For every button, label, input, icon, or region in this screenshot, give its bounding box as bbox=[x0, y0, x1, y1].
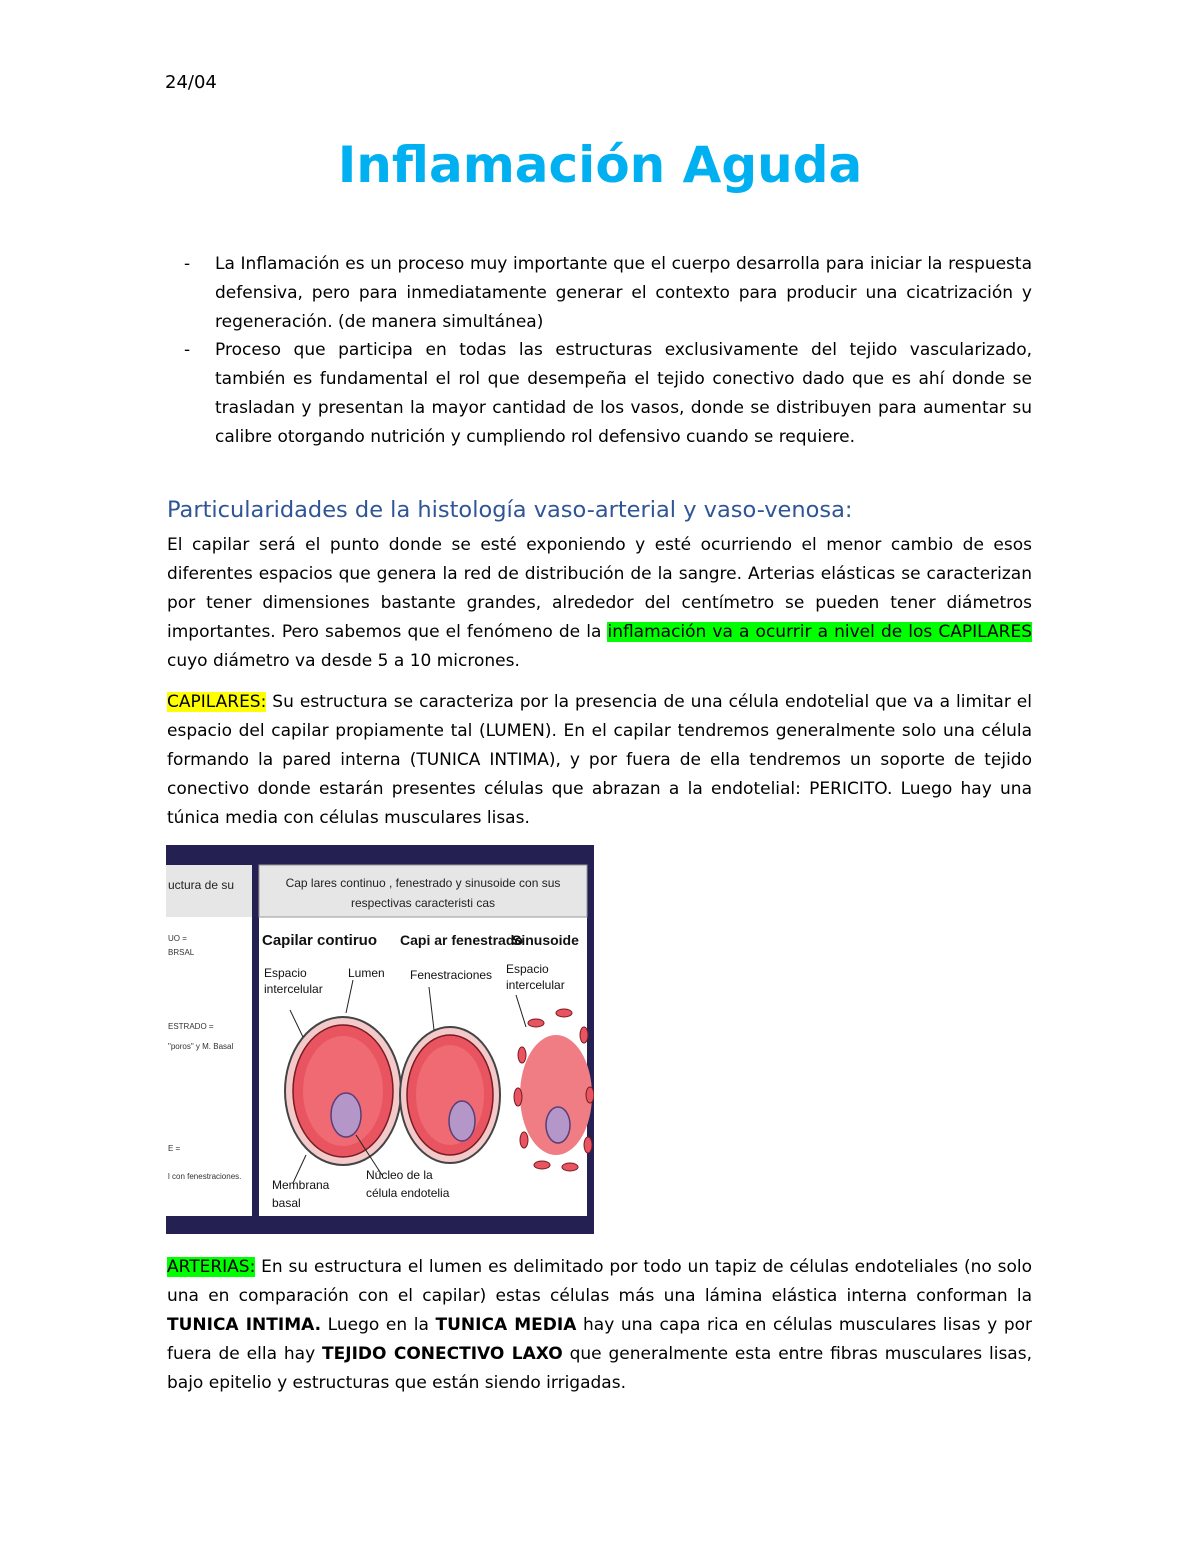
figure-header-line2: respectivas caracteristi cas bbox=[350, 896, 496, 910]
label-membrana: Membrana bbox=[272, 1178, 330, 1192]
label-sinusoide-espacio: Espacio bbox=[506, 962, 549, 976]
figure-header-line1: Cap lares continuo , fenestrado y sinusoide con sus bbox=[285, 876, 561, 890]
label-lumen: Lumen bbox=[348, 966, 385, 980]
label-nucleo: Núcleo de la bbox=[366, 1168, 433, 1182]
paragraph-text: En su estructura el lumen es delimitado por todo un tapiz de células endoteliales (no solo una en comparación con el capilar) estas células más una lámina elástica interna conforman la bbox=[167, 1257, 1032, 1306]
paragraph-text: que generalmente esta entre fibras musculares lisas, bajo epitelio y estructuras que están siendo irrigadas. bbox=[167, 1344, 1032, 1393]
left-label: UO = bbox=[168, 934, 187, 943]
bullet-text: Proceso que participa en todas las estructuras exclusivamente del tejido vascularizado, también es fundamental el rol que desempeña el tejido conectivo dado que es ahí donde se trasladan y presentan la mayor cantidad de los vasos, donde se distribuyen para aumentar su calibre otorgando nutrición y cumpliendo rol defensivo cuando se requiere. bbox=[215, 340, 1032, 447]
label-arterias: ARTERIAS: bbox=[167, 1257, 256, 1277]
label-capilares: CAPILARES: bbox=[167, 692, 267, 712]
left-label: BRSAL bbox=[168, 948, 195, 957]
bold-tunica-intima: TUNICA INTIMA. bbox=[167, 1315, 322, 1335]
bullet-list bbox=[0, 250, 1200, 452]
section-heading: Particularidades de la histología vaso-arterial y vaso-venosa: bbox=[167, 497, 853, 523]
paragraph-text: cuyo diámetro va desde 5 a 10 micrones. bbox=[167, 651, 520, 671]
left-label: E = bbox=[168, 1144, 181, 1153]
left-header: uctura de su bbox=[168, 878, 235, 892]
type-fenestrado: Capi ar fenestrado bbox=[400, 932, 523, 948]
bullet-marker: - bbox=[184, 254, 191, 274]
left-label: ESTRADO = bbox=[168, 1022, 214, 1031]
label-sinusoide-intercelular: intercelular bbox=[506, 978, 565, 992]
bold-tunica-media: TUNICA MEDIA bbox=[435, 1315, 577, 1335]
page-title: Inflamación Aguda bbox=[337, 136, 863, 194]
highlight-inflamacion: inflamación va a ocurrir a nivel de los CAPILARES bbox=[607, 622, 1032, 642]
bullet-item bbox=[0, 336, 1200, 451]
type-sinusoide: Sinusoide bbox=[512, 932, 579, 948]
label-celula-endotelial: célula endotelia bbox=[366, 1186, 450, 1200]
bullet-marker: - bbox=[184, 340, 191, 361]
bold-tejido-conectivo: TEJIDO CONECTIVO LAXO bbox=[322, 1344, 563, 1364]
paragraph-text: Luego en la bbox=[321, 1315, 436, 1335]
paragraph-capilar bbox=[167, 531, 1032, 676]
paragraph-text: El capilar será el punto donde se esté exponiendo y esté ocurriendo el menor cambio de esos diferentes espacios que genera la red de distribución de la sangre. Arterias elásticas se caracterizan por tener dimensiones bastante grandes, alrededor del centímetro se pueden tener diámetros importantes. Pero sabemos que el fenómeno de la bbox=[167, 535, 1032, 642]
paragraph-text: Su estructura se caracteriza por la presencia de una célula endotelial que va a limitar el espacio del capilar propiamente tal (LUMEN). En el capilar tendremos generalmente solo una célula formando la pared interna (TUNICA INTIMA), y por fuera de ella tendremos un soporte de tejido conectivo donde estarán presentes células que abrazan a la endotelial: PERICITO. Luego hay una túnica media con células musculares lisas. bbox=[167, 692, 1032, 828]
date-label: 24/04 bbox=[165, 72, 217, 93]
label-basal: basal bbox=[272, 1196, 301, 1210]
type-continuo: Capilar contiruo bbox=[262, 932, 378, 949]
capillary-diagram bbox=[166, 845, 594, 1234]
paragraph-text: hay una capa rica en células musculares lisas y por fuera de ella hay bbox=[167, 1315, 1032, 1364]
left-label: l con fenestraciones. bbox=[168, 1172, 242, 1181]
label-fenestraciones: Fenestraciones bbox=[410, 968, 493, 982]
paragraph-arterias bbox=[167, 1253, 1032, 1398]
label-intercelular: intercelular bbox=[264, 982, 323, 996]
bullet-text: La Inflamación es un proceso muy importante que el cuerpo desarrolla para iniciar la respuesta defensiva, pero para inmediatamente generar el contexto para producir una cicatrización y regeneración. (de manera simultánea) bbox=[215, 254, 1032, 332]
left-label: "poros" y M. Basal bbox=[168, 1042, 234, 1051]
paragraph-capilares bbox=[167, 688, 1032, 833]
bullet-item bbox=[0, 250, 1200, 336]
label-espacio: Espacio bbox=[264, 966, 307, 980]
